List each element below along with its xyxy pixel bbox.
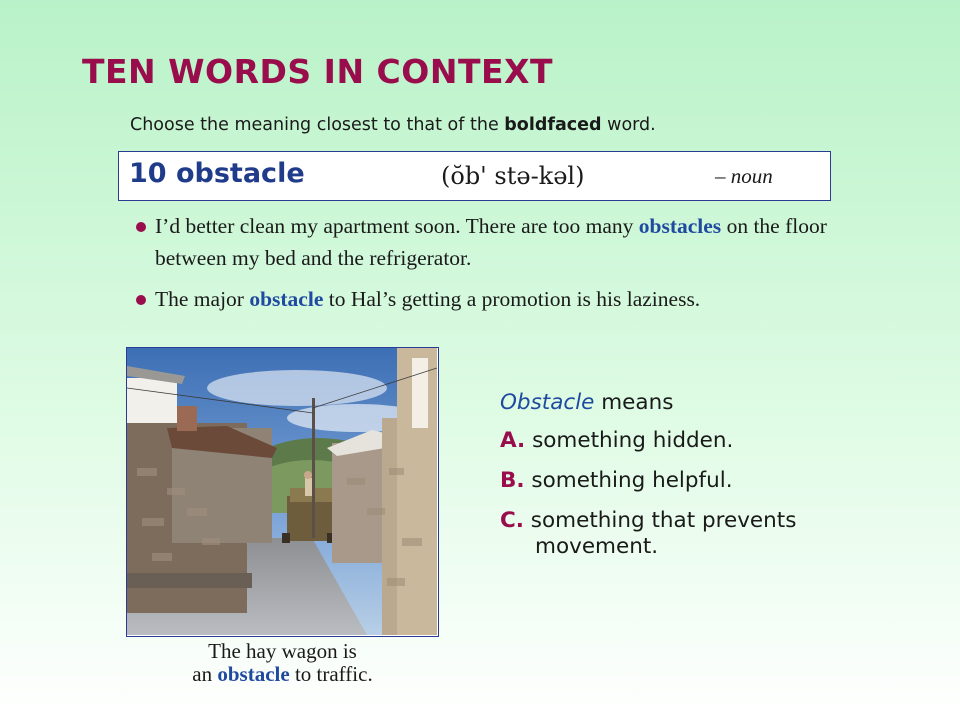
caption-line-2 — [126, 663, 439, 686]
photo-village-street — [126, 347, 439, 637]
example-sentence-2 — [155, 283, 845, 315]
question-rest: means — [594, 390, 674, 415]
option-c-text: something that prevents — [530, 508, 797, 533]
caption-after: to traffic. — [289, 662, 373, 686]
sentence-1-before: I’d better clean my apartment soon. There are too many — [155, 214, 639, 238]
page-title: TEN WORDS IN CONTEXT — [82, 52, 553, 91]
bullet-icon — [136, 295, 146, 305]
question-word: Obstacle — [500, 390, 595, 415]
question-prompt — [500, 390, 673, 415]
photo-image — [127, 348, 437, 635]
bullet-icon — [136, 222, 146, 232]
instruction-before: Choose the meaning closest to that of the — [130, 115, 505, 135]
word-number: 10 — [129, 158, 167, 189]
instruction-bold-word: boldfaced — [504, 115, 602, 135]
part-of-speech: – noun — [715, 164, 773, 188]
vocabulary-word: obstacle — [175, 158, 305, 189]
option-b-letter: B. — [500, 468, 525, 493]
option-b-text: something helpful. — [531, 468, 733, 493]
option-b[interactable] — [500, 468, 860, 494]
instruction-after: word. — [601, 115, 656, 135]
caption-line-1: The hay wagon is — [208, 639, 357, 663]
instruction-text — [130, 115, 656, 135]
sentence-2-after: to Hal’s getting a promotion is his laziness. — [323, 287, 701, 311]
option-c-letter: C. — [500, 508, 524, 533]
word-heading — [129, 158, 305, 189]
sentence-1-keyword: obstacles — [638, 214, 722, 238]
sentence-1-after: on the floor between my bed and the refrigerator. — [155, 214, 827, 270]
sentence-2-keyword: obstacle — [249, 287, 324, 311]
caption-before: an — [192, 662, 218, 686]
option-a[interactable] — [500, 428, 860, 454]
option-a-letter: A. — [500, 428, 526, 453]
pronunciation: (ŏb' stə-kəl) — [441, 162, 585, 190]
example-sentence-1 — [155, 210, 845, 274]
option-c[interactable] — [500, 508, 860, 560]
caption-keyword: obstacle — [217, 662, 290, 686]
option-a-text: something hidden. — [532, 428, 734, 453]
sentence-2-before: The major — [155, 287, 250, 311]
word-card — [118, 151, 831, 201]
option-c-text-2: movement. — [535, 534, 659, 559]
photo-caption — [126, 640, 439, 686]
